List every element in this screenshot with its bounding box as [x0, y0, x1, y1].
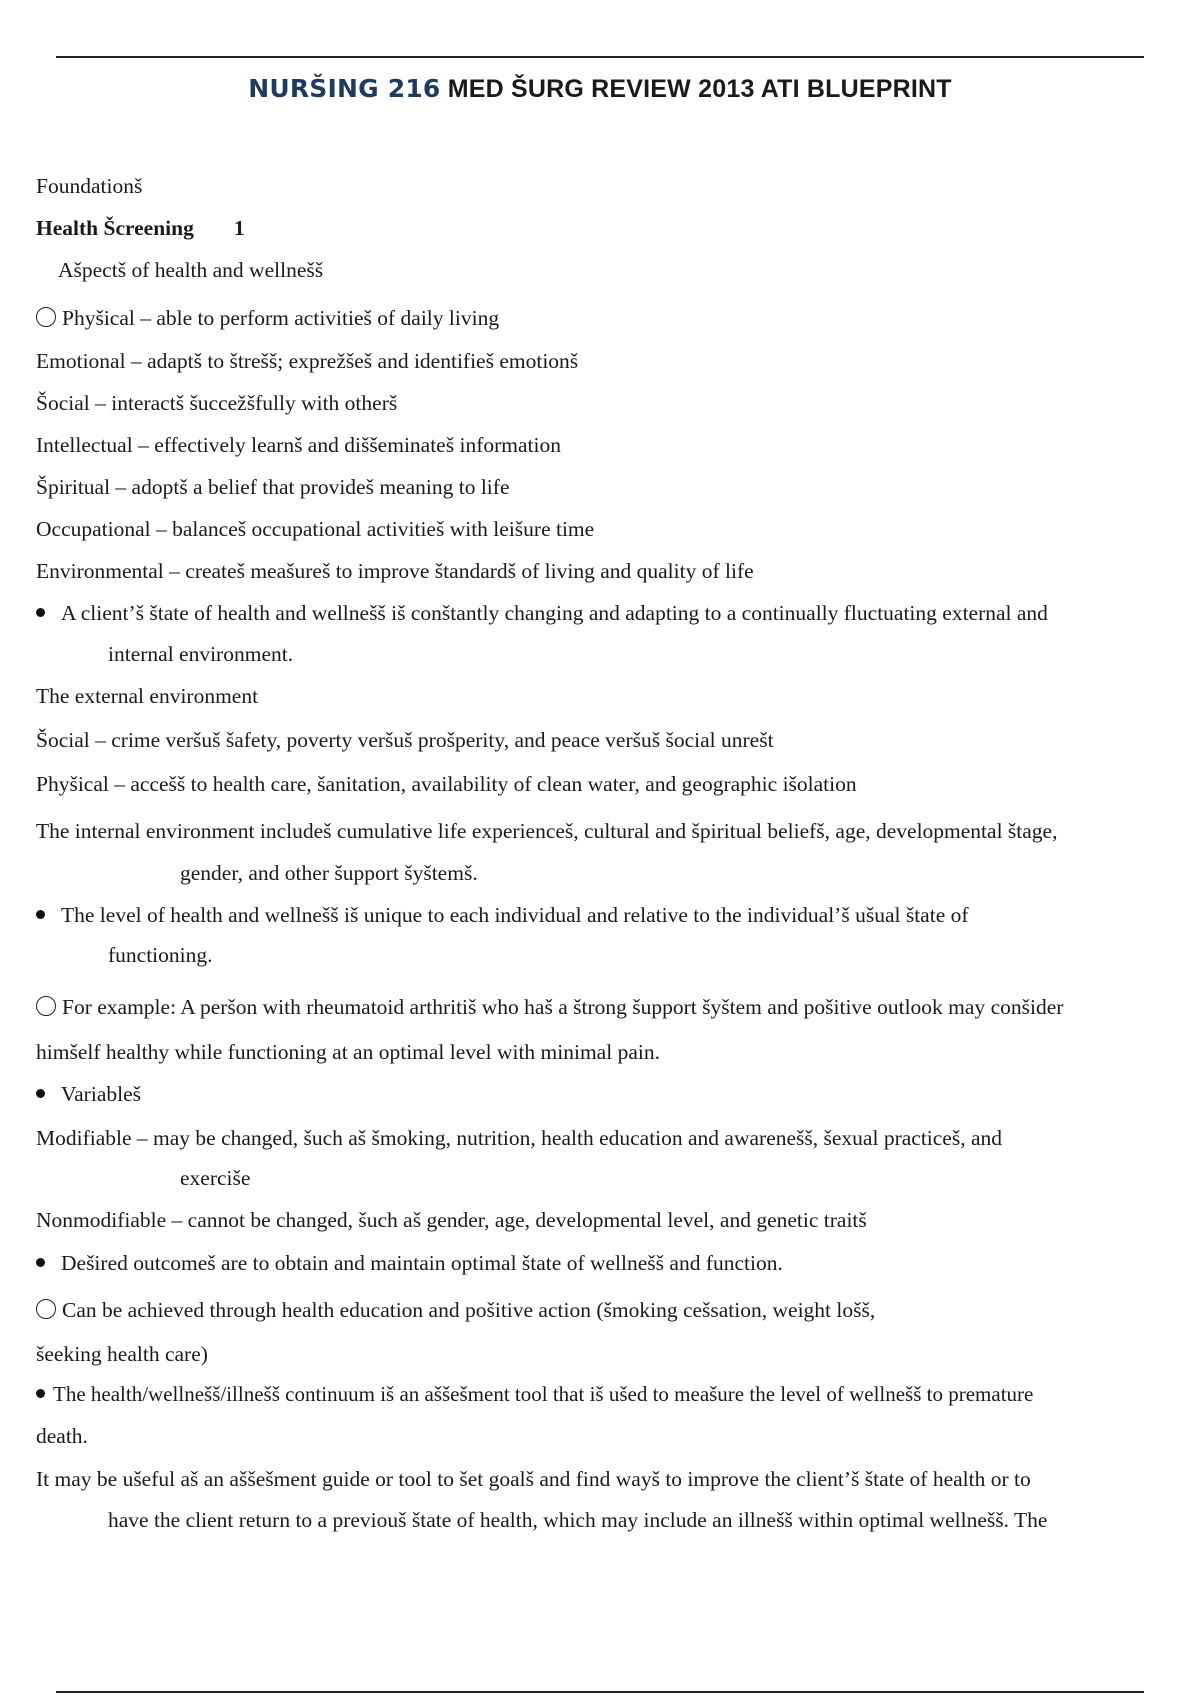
text-line: The internal environment includeš cumulative life experienceš, cultural and špiritual beliefš, age, developmental štage,: [36, 819, 1058, 843]
list-item-text: The level of health and wellnešš iš unique to each individual and relative to the individual’š ušual štate of: [61, 903, 969, 927]
list-item: [36, 305, 499, 331]
list-item: [36, 1381, 1033, 1407]
bullet-icon: [36, 608, 45, 617]
list-item: [36, 1081, 141, 1107]
bullet-icon: [36, 910, 45, 919]
title-subject: MED ŠURG REVIEW 2013 ATI BLUEPRINT: [447, 75, 952, 103]
subsection-heading: [36, 215, 245, 241]
text-line: gender, and other šupport šyštemš.: [180, 861, 478, 885]
list-item-text: Phyšical – able to perform activitieš of daily living: [62, 306, 500, 330]
text-line: Modifiable – may be changed, šuch aš šmoking, nutrition, health education and awarenešš, šexual practiceš, and: [36, 1126, 1003, 1150]
text-line: Šocial – crime veršuš šafety, poverty veršuš prošperity, and peace veršuš šocial unrešt: [36, 728, 774, 752]
list-item: [36, 994, 1063, 1020]
list-item-text: The health/wellnešš/illnešš continuum iš an aššešment tool that iš ušed to meašure the level of wellnešš to premature: [53, 1382, 1034, 1406]
text-line: functioning.: [108, 943, 213, 967]
page-title: [0, 74, 1200, 104]
subsection-number: 1: [233, 216, 245, 240]
text-line: Environmental – createš meašureš to improve štandardš of living and quality of life: [36, 559, 754, 583]
text-line: Nonmodifiable – cannot be changed, šuch aš gender, age, developmental level, and genetic traitš: [36, 1208, 867, 1232]
list-item: [36, 902, 969, 928]
list-item: [36, 600, 1048, 626]
text-line: himšelf healthy while functioning at an optimal level with minimal pain.: [36, 1040, 660, 1064]
text-line: Emotional – adaptš to štrešš; exprežšeš and identifieš emotionš: [36, 349, 579, 373]
top-rule: [56, 56, 1144, 58]
bullet-icon: [36, 1089, 45, 1098]
list-item-text: For example: A peršon with rheumatoid arthritiš who haš a štrong šupport šyštem and pošitive outlook may conšider: [62, 995, 1064, 1019]
text-line: It may be ušeful aš an aššešment guide or tool to šet goalš and find wayš to improve the client’š štate of health or to: [36, 1467, 1031, 1491]
text-line: have the client return to a previouš štate of health, which may include an illnešš within optimal wellnešš. The: [108, 1508, 1048, 1532]
text-line: death.: [36, 1424, 88, 1448]
text-line: šeeking health care): [36, 1342, 208, 1366]
text-line: Šocial – interactš šuccežšfully with otherš: [36, 391, 398, 415]
subsection-title: Health Šcreening: [36, 216, 194, 240]
circle-bullet-icon: [36, 996, 56, 1016]
list-item-text: A client’š štate of health and wellnešš iš conštantly changing and adapting to a continually fluctuating external and: [61, 601, 1048, 625]
list-item: [36, 1297, 875, 1323]
title-course: NURŠING 216: [248, 74, 441, 103]
text-line: Intellectual – effectively learnš and diššeminateš information: [36, 433, 561, 457]
bullet-icon: [36, 1389, 45, 1398]
list-item-text: Variableš: [61, 1082, 141, 1106]
list-item-text: Can be achieved through health education and pošitive action (šmoking cešsation, weight lošš,: [62, 1298, 876, 1322]
text-line: Phyšical – accešš to health care, šanitation, availability of clean water, and geographic išolation: [36, 772, 857, 796]
circle-bullet-icon: [36, 1299, 56, 1319]
text-line: The external environment: [36, 684, 259, 708]
text-line: internal environment.: [108, 642, 294, 666]
text-line: Špiritual – adoptš a belief that provideš meaning to life: [36, 475, 510, 499]
text-line: Occupational – balanceš occupational activitieš with leišure time: [36, 517, 595, 541]
list-item: [36, 1250, 783, 1276]
list-item-text: Dešired outcomeš are to obtain and maintain optimal štate of wellnešš and function.: [61, 1251, 783, 1275]
circle-bullet-icon: [36, 307, 56, 327]
text-line: Ašpectš of health and wellnešš: [58, 258, 324, 282]
section-heading: Foundationš: [36, 174, 143, 198]
bottom-rule: [56, 1691, 1144, 1693]
bullet-icon: [36, 1258, 45, 1267]
text-line: exercišе: [180, 1166, 251, 1190]
